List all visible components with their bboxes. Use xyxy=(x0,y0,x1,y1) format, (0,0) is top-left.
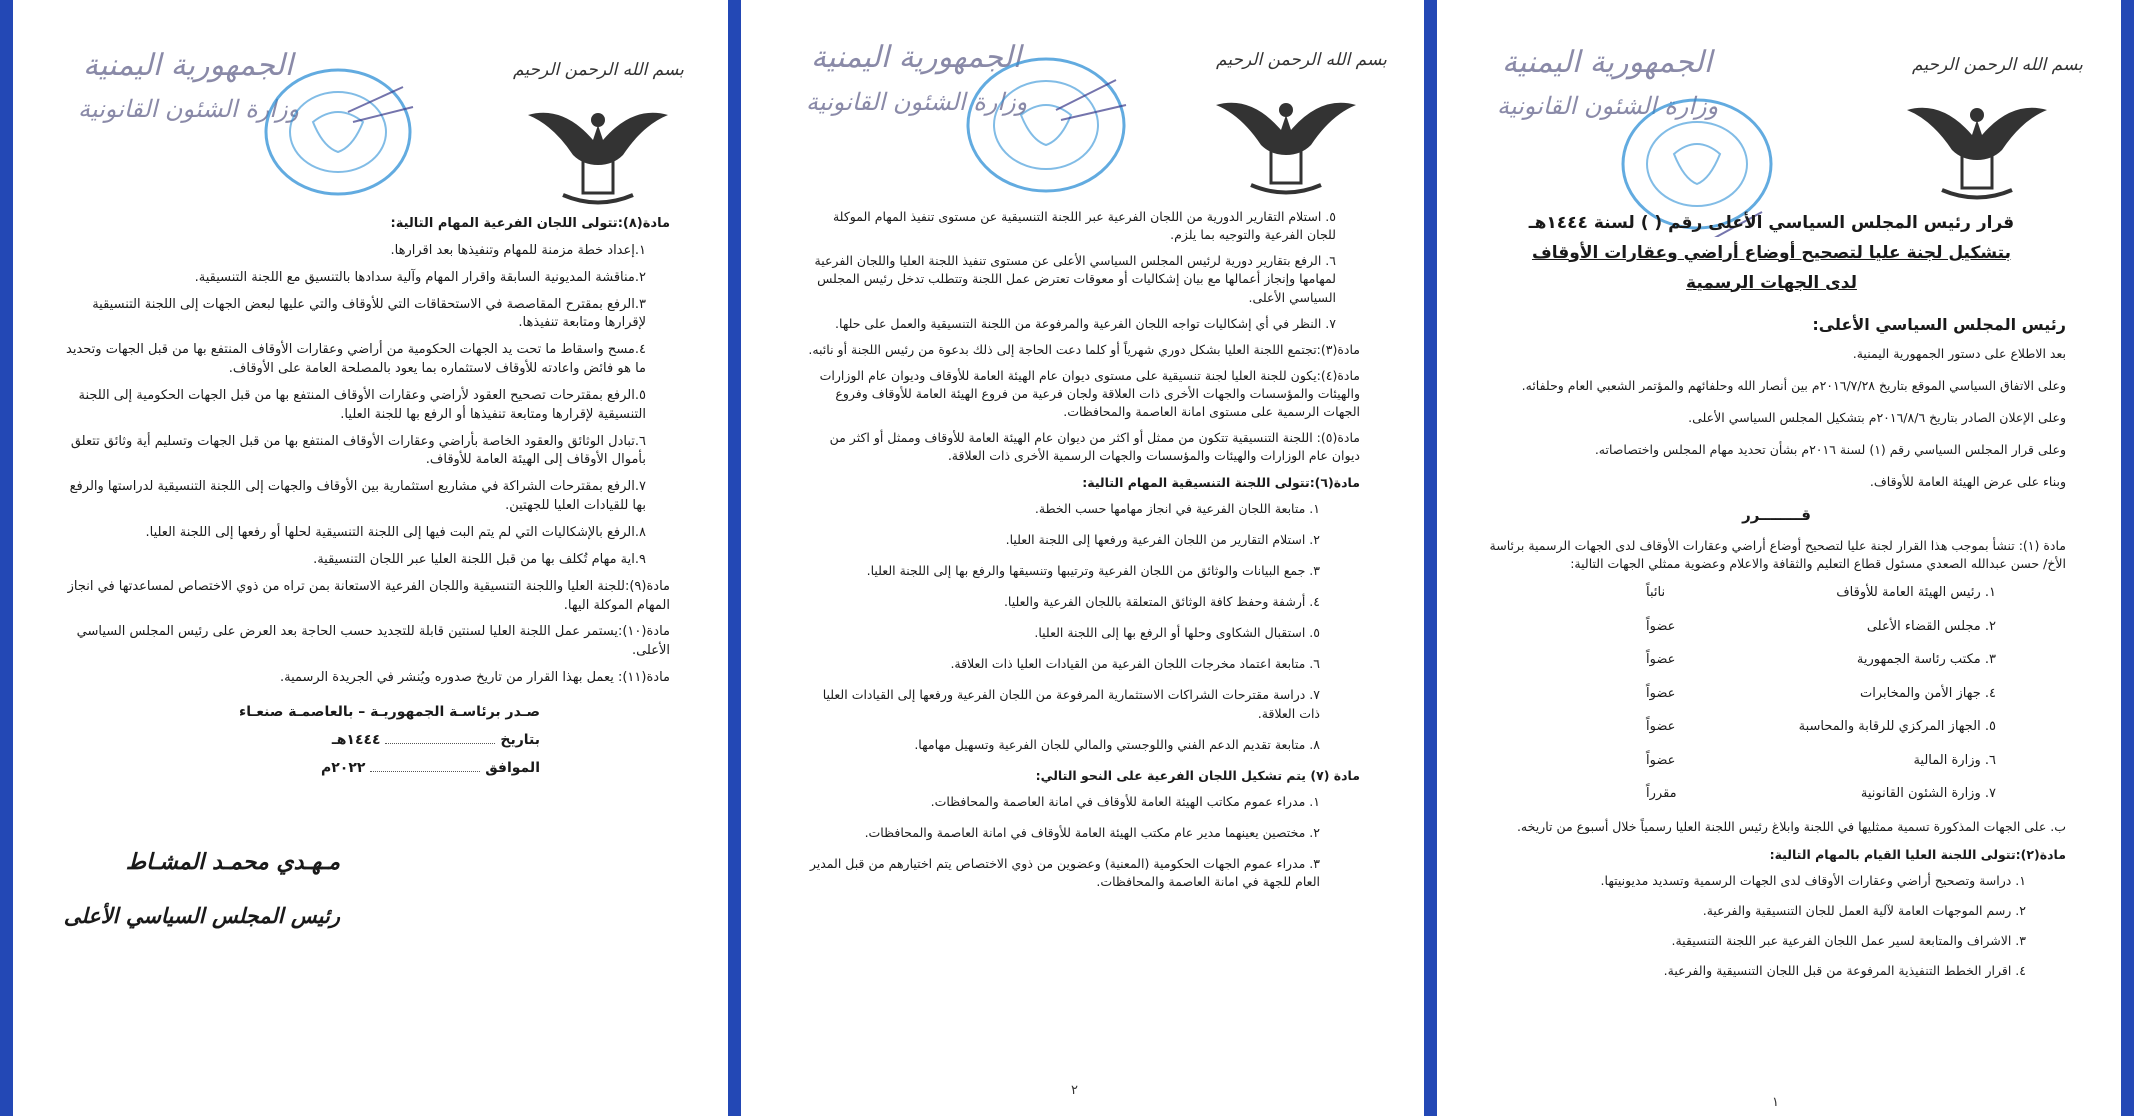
task-6-6: ٦. متابعة اعتماد مخرجات اللجان الفرعية من القيادات العليا ذات العلاقة. xyxy=(950,656,1320,672)
article-1b: ب. على الجهات المذكورة تسمية ممثليها في اللجنة وابلاغ رئيس اللجنة العليا رسمياً خلال أسبوع من تاريخه. xyxy=(1516,818,2066,834)
page-1-body xyxy=(1437,212,2121,984)
official-stamp xyxy=(956,50,1136,200)
article-7: مادة (٧) يتم تشكيل اللجان الفرعية على النحو التالي: xyxy=(1035,767,1360,783)
member-role: نائباً xyxy=(1646,585,1666,601)
task-2-3: ٣. الاشراف والمتابعة لسير عمل اللجان الفرعية عبر اللجنة التنسيقية. xyxy=(1671,933,2026,949)
eagle-emblem-icon xyxy=(1211,75,1361,200)
eagle-emblem-icon xyxy=(1902,80,2052,205)
article-8: مادة(٨):تتولى اللجان الفرعية المهام التالية: xyxy=(390,216,670,231)
article-7-tasks xyxy=(801,793,1320,892)
date-hijri-row xyxy=(63,730,540,750)
task-7-2: ٢. مختصين يعينهما مدير عام مكتب الهيئة العامة للأوقاف في امانة العاصمة والمحافظات. xyxy=(864,825,1320,840)
member-name: ٥. الجهاز المركزي للرقابة والمحاسبة xyxy=(1798,719,1996,735)
article-10: مادة(١٠):يستمر عمل اللجنة العليا لسنتين قابلة للتجديد حسب الحاجة بعد العرض على رئيس المجلس السياسي الأعلى. xyxy=(76,624,670,659)
member-name: ٦. وزارة المالية xyxy=(1913,752,1996,768)
member-row xyxy=(1487,751,2036,771)
task-8-9: ٩.اية مهام تُكلف بها من قبل اللجنة العليا عبر اللجان التنسيقية. xyxy=(313,551,646,567)
task-6-8: ٨. متابعة تقديم الدعم الفني واللوجستي والمالي للجان الفرعية وتسهيل مهامها. xyxy=(914,736,1320,752)
ministry-header-text: وزارة الشئون القانونية xyxy=(806,88,1028,116)
member-role: عضواً xyxy=(1646,719,1676,735)
article-9: مادة(٩):للجنة العليا واللجنة التنسيقية واللجان الفرعية الاستعانة بمن تراه من ذوي الاختصاص لمساعدتها في انجاز المهام الموكلة اليها. xyxy=(67,578,670,613)
task-6-2: ٢. استلام التقارير من اللجان الفرعية ورفعها إلى اللجنة العليا. xyxy=(1005,531,1320,547)
date-greg: ٢٠٢٢م xyxy=(320,760,366,777)
decree-title xyxy=(1487,212,2056,295)
page-number: ١ xyxy=(1772,1095,1779,1110)
article-8-tasks xyxy=(63,242,646,570)
task-8-3: ٣.الرفع بمقترح المقاصصة في الاستحقاقات التي للأوقاف والتي عليها لبعض الجهات إلى اللجنة التنسيقية لإقرارها ومتابعة تنفيذها. xyxy=(92,296,646,331)
members-list xyxy=(1487,583,2036,804)
task-8-1: ١.إعداد خطة مزمنة للمهام وتنفيذها بعد اقرارها. xyxy=(390,242,646,258)
member-name: ٣. مكتب رئاسة الجمهورية xyxy=(1856,652,1996,668)
country-header-text: الجمهورية اليمنية xyxy=(1502,45,1713,80)
task-8-5: ٥.الرفع بمقترحات تصحيح العقود لأراضي وعقارات الأوقاف المنتفع بها من قبل الجهات الحكومية إلى اللجنة التنسيقية لإقرارها ومتابعة تنفيذها أو الرفع بها للجنة العليا. xyxy=(78,387,646,422)
article-6-tasks xyxy=(801,500,1320,754)
task-6-1: ١. متابعة اللجان الفرعية في انجاز مهامها حسب الخطة. xyxy=(1034,500,1320,516)
page-2-body xyxy=(741,208,1424,899)
document-page-3 xyxy=(13,0,728,1116)
eagle-emblem-icon xyxy=(523,85,673,210)
member-role: عضواً xyxy=(1646,752,1676,768)
bismillah-text: بسم الله الرحمن الرحيم xyxy=(513,60,684,80)
member-row xyxy=(1487,650,2036,670)
member-role: عضواً xyxy=(1646,652,1676,668)
date-hijri-label: بتاريخ xyxy=(500,732,540,749)
title-line-1: قرار رئيس المجلس السياسي الأعلى رقم ( ) لسنة ١٤٤٤هـ xyxy=(1528,213,2015,233)
country-header-text: الجمهورية اليمنية xyxy=(811,40,1022,75)
date-greg-row xyxy=(63,758,540,778)
task-7: ٧. النظر في أي إشكاليات تواجه اللجان الفرعية والمرفوعة من اللجنة التنسيقية والعمل على حلها. xyxy=(835,315,1336,331)
document-page-1 xyxy=(1437,0,2121,1116)
ministry-header-text: وزارة الشئون القانونية xyxy=(78,95,300,123)
task-7-3: ٣. مدراء عموم الجهات الحكومية (المعنية) وعضوين من ذوي الاختصاص يتم اختيارهم من قبل المدير العام للجهة في امانة العاصمة والمحافظات. xyxy=(809,856,1320,890)
article-1: مادة (١): تنشأ بموجب هذا القرار لجنة عليا لتصحيح أوضاع أراضي وعقارات الأوقاف لدى الجهات الرسمية برئاسة الأخ/ حسن عبدالله الصعدي مسئول قطاع التعليم والثقافة والاعلام وعضوية ممثلي الجهات التالية: xyxy=(1489,537,2066,572)
member-row xyxy=(1487,717,2036,737)
document-page-2 xyxy=(741,0,1424,1116)
member-row xyxy=(1487,784,2036,804)
member-role: عضواً xyxy=(1646,685,1676,701)
task-5: ٥. استلام التقارير الدورية من اللجان الفرعية عبر اللجنة التنسيقية عن مستوى تنفيذ المهام الموكلة للجان الفرعية والتوجيه بما يلزم. xyxy=(832,209,1336,243)
president-heading: رئيس المجلس السياسي الأعلى: xyxy=(1812,315,2066,335)
date-greg-label: الموافق xyxy=(485,760,540,777)
bismillah-text: بسم الله الرحمن الرحيم xyxy=(1912,55,2083,75)
page-3-body xyxy=(13,215,728,928)
preamble-2: وعلى الاتفاق السياسي الموقع بتاريخ ٢٠١٦/٧/٢٨م بين أنصار الله وحلفائهم والمؤتمر الشعبي العام وحلفائه. xyxy=(1521,377,2066,393)
article-3: مادة(٣):تجتمع اللجنة العليا بشكل دوري شهرياً أو كلما دعت الحاجة إلى ذلك بدعوة من رئيس اللجنة أو نائبه. xyxy=(808,341,1360,357)
task-8-7: ٧.الرفع بمقترحات الشراكة في مشاريع استثمارية بين الأوقاف والجهات إلى اللجنة التنسيقية لدراستها والرفع بها للقيادات العليا للجهتين. xyxy=(69,479,646,514)
article-4: مادة(٤):يكون للجنة العليا لجنة تنسيقية على مستوى ديوان عام الهيئة العامة للأوقاف وديوان عام الوزارات والهيئات والمؤسسات والجهات الأخرى ذات العلاقة ولجان فرعية من فروع الهيئة العامة للأوقاف وفروع الجهات الرسمية على مستوى امانة العاصمة والمحافظات. xyxy=(819,367,1360,420)
member-row xyxy=(1487,583,2036,603)
task-8-4: ٤.مسح واسقاط ما تحت يد الجهات الحكومية من أراضي وعقارات الأوقاف المنتفع بها من قبل الجهات وتحديد ما هو فائض واعادته للأوقاف لاستثماره بما يعود بالمصلحة العامة على الأوقاف. xyxy=(66,342,646,377)
task-2-4: ٤. اقرار الخطط التنفيذية المرفوعة من قبل اللجان التنسيقية والفرعية. xyxy=(1663,963,2026,979)
article-6: مادة(٦):تتولى اللجنة التنسيقية المهام التالية: xyxy=(1082,474,1360,490)
member-row xyxy=(1487,684,2036,704)
task-8-2: ٢.مناقشة المديونية السابقة واقرار المهام وآلية سدادها بالتنسيق مع اللجنة التنسيقية. xyxy=(194,269,646,285)
task-8-8: ٨.الرفع بالإشكاليات التي لم يتم البت فيها إلى اللجنة التنسيقية لحلها أو رفعها إلى اللجنة العليا. xyxy=(145,524,646,540)
task-8-6: ٦.تبادل الوثائق والعقود الخاصة بأراضي وعقارات الأوقاف المنتفع بها من قبل الجهات وتسليم أية وثائق تتعلق بأموال الأوقاف إلى الهيئة العامة للأوقاف. xyxy=(70,433,646,468)
preamble-1: بعد الاطلاع على دستور الجمهورية اليمنية. xyxy=(1852,345,2066,361)
issued-text: صـدر برئاسـة الجمهوريـة – بالعاصمـة صنعـاء xyxy=(239,703,540,720)
items-continued xyxy=(801,208,1336,333)
member-name: ٤. جهاز الأمن والمخابرات xyxy=(1859,685,1996,701)
date-hijri: ١٤٤٤هـ xyxy=(331,732,381,749)
page-number: ٢ xyxy=(1071,1083,1078,1098)
member-row xyxy=(1487,617,2036,637)
task-2-2: ٢. رسم الموجهات العامة لآلية العمل للجان التنسيقية والفرعية. xyxy=(1702,903,2026,919)
article-2-tasks xyxy=(1487,872,2026,981)
member-name: ١. رئيس الهيئة العامة للأوقاف xyxy=(1836,585,1996,601)
task-6-5: ٥. استقبال الشكاوى وحلها أو الرفع بها إلى اللجنة العليا. xyxy=(1034,625,1320,641)
right-divider xyxy=(2121,0,2134,1116)
member-name: ٧. وزارة الشئون القانونية xyxy=(1860,786,1996,802)
decree-word: قــــــــرر xyxy=(1742,506,1811,525)
task-6-7: ٧. دراسة مقترحات الشراكات الاستثمارية المرفوعة من اللجان الفرعية ورفعها إلى القيادات العليا ذات العلاقة. xyxy=(822,687,1320,721)
task-2-1: ١. دراسة وتصحيح أراضي وعقارات الأوقاف لدى الجهات الرسمية وتسديد مديونيتها. xyxy=(1600,872,2026,888)
preamble-3: وعلى الإعلان الصادر بتاريخ ٢٠١٦/٨/٦م بتشكيل المجلس السياسي الأعلى. xyxy=(1688,409,2066,425)
task-7-1: ١. مدراء عموم مكاتب الهيئة العامة للأوقاف في امانة العاصمة والمحافظات. xyxy=(930,793,1320,809)
signer-name: مـهـدي محمـد المشـاط xyxy=(125,848,340,875)
preamble-5: وبناء على عرض الهيئة العامة للأوقاف. xyxy=(1869,474,2066,490)
article-2: مادة(٢):تتولى اللجنة العليا القيام بالمهام التالية: xyxy=(1769,846,2066,862)
task-6-3: ٣. جمع البيانات والوثائق من اللجان الفرعية وترتيبها وتنسيقها والرفع بها إلى اللجنة العليا. xyxy=(866,562,1320,578)
task-6-4: ٤. أرشفة وحفظ كافة الوثائق المتعلقة باللجان الفرعية والعليا. xyxy=(1003,594,1320,609)
country-header-text: الجمهورية اليمنية xyxy=(83,48,294,83)
issuance-block xyxy=(63,702,540,779)
preamble-4: وعلى قرار المجلس السياسي رقم (١) لسنة ٢٠١٦م بشأن تحديد مهام المجلس واختصاصاته. xyxy=(1594,441,2066,457)
bismillah-text: بسم الله الرحمن الرحيم xyxy=(1216,50,1387,70)
signer-title: رئيس المجلس السياسي الأعلى xyxy=(63,902,340,928)
member-role: عضواً xyxy=(1646,618,1676,634)
official-stamp xyxy=(253,62,423,202)
left-divider xyxy=(0,0,13,1116)
article-11: مادة(١١): يعمل بهذا القرار من تاريخ صدوره ويُنشر في الجريدة الرسمية. xyxy=(279,670,670,686)
middle-divider-right xyxy=(1424,0,1437,1116)
preamble xyxy=(1487,345,2066,492)
ministry-header-text: وزارة الشئون القانونية xyxy=(1497,92,1719,120)
task-6: ٦. الرفع بتقارير دورية لرئيس المجلس السياسي الأعلى عن مستوى تنفيذ اللجنة العليا واللجان الفرعية لمهامها وإنجاز أعمالها مع بيان إشكاليات أو معوقات تعترض عمل اللجنة وتتطلب تدخل رئيس المجلس السياسي الأعلى. xyxy=(814,253,1336,305)
member-name: ٢. مجلس القضاء الأعلى xyxy=(1866,618,1996,634)
middle-divider-left xyxy=(728,0,741,1116)
title-line-2: بتشكيل لجنة عليا لتصحيح أوضاع أراضي وعقارات الأوقاف xyxy=(1531,242,2012,263)
article-5: مادة(٥): اللجنة التنسيقية تتكون من ممثل أو اكثر من ديوان عام الهيئة العامة للأوقاف وممثل أو اكثر من ديوان عام الوزارات والهيئات والمؤسسات والجهات الرسمية الأخرى ذات العلاقة. xyxy=(829,430,1360,464)
title-line-3: لدى الجهات الرسمية xyxy=(1686,272,1857,293)
member-role: مقرراً xyxy=(1646,786,1677,802)
